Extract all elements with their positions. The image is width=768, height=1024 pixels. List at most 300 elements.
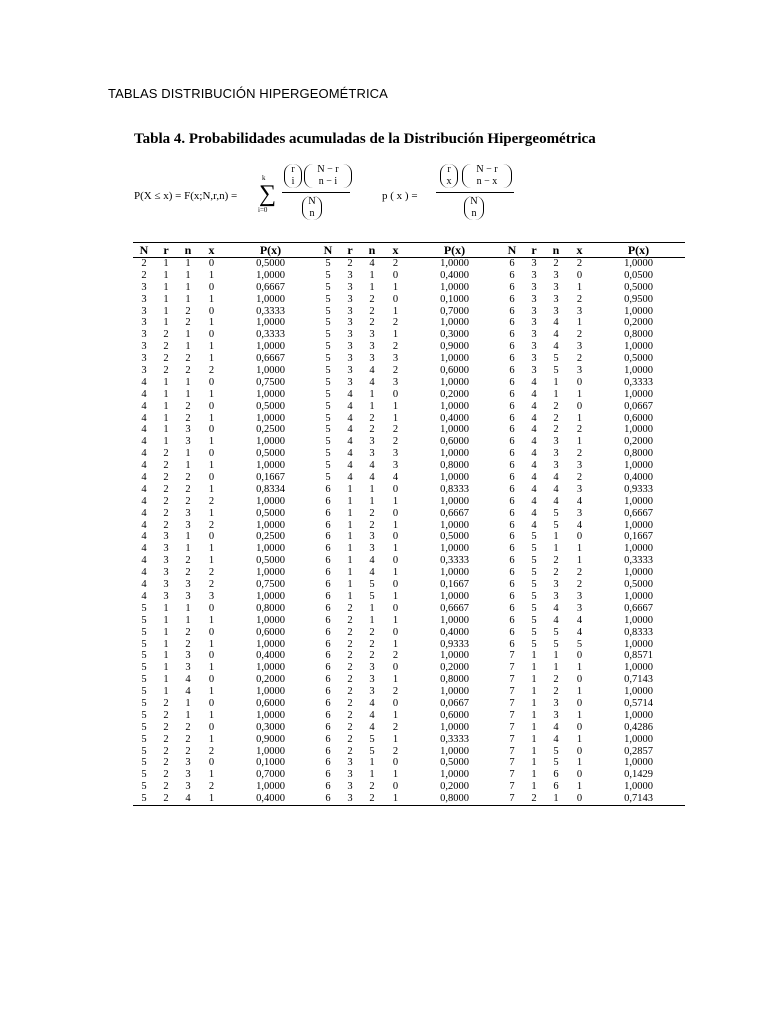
cell-px: 0,3000 — [256, 721, 285, 733]
cell-x: 2 — [392, 650, 399, 662]
cell-px: 0,4000 — [440, 412, 469, 424]
cell-x: 1 — [392, 674, 399, 686]
cell-r: 5 — [531, 602, 537, 614]
cell-x: 2 — [208, 745, 215, 757]
cell-n: 1 — [553, 531, 559, 543]
cell-N: 5 — [141, 697, 147, 709]
cell-n: 1 — [369, 614, 375, 626]
cell-n: 4 — [369, 555, 375, 567]
cell-N: 7 — [509, 769, 515, 781]
cell-n: 4 — [369, 697, 375, 709]
cell-px: 1,0000 — [440, 258, 469, 269]
cell-N: 4 — [141, 555, 147, 567]
cell-n: 4 — [553, 495, 559, 507]
cell-x: 0 — [576, 650, 583, 662]
cell-px: 0,8000 — [440, 674, 469, 686]
cell-px: 0,7143 — [624, 793, 653, 805]
row-group — [317, 555, 501, 567]
cell-px: 1,0000 — [440, 567, 469, 579]
cell-x: 2 — [392, 424, 399, 436]
cell-N: 6 — [325, 757, 331, 769]
cell-n: 3 — [553, 436, 559, 448]
cell-n: 4 — [185, 674, 191, 686]
cell-r: 3 — [163, 543, 169, 555]
row-group — [133, 698, 317, 710]
cell-r: 3 — [347, 769, 353, 781]
row-group — [501, 686, 685, 698]
row-group — [133, 484, 317, 496]
cell-px: 1,0000 — [624, 365, 653, 377]
cell-r: 2 — [163, 733, 169, 745]
header-N: N — [323, 243, 333, 257]
cell-px: 1,0000 — [440, 769, 469, 781]
table-row — [133, 639, 685, 651]
row-group — [133, 294, 317, 306]
row-group — [501, 341, 685, 353]
table-row — [133, 710, 685, 722]
cell-r: 1 — [531, 662, 537, 674]
cell-px: 0,5000 — [256, 258, 285, 269]
cell-N: 6 — [509, 567, 515, 579]
cell-px: 0,5714 — [624, 697, 653, 709]
row-group — [501, 734, 685, 746]
cell-r: 1 — [347, 531, 353, 543]
cell-px: 1,0000 — [624, 258, 653, 269]
row-group — [133, 258, 317, 270]
row-group — [133, 674, 317, 686]
row-group — [317, 639, 501, 651]
row-group — [317, 710, 501, 722]
cell-N: 4 — [141, 590, 147, 602]
cell-px: 0,6667 — [256, 281, 285, 293]
cell-r: 2 — [163, 745, 169, 757]
table-row — [133, 591, 685, 603]
cell-px: 0,1667 — [624, 531, 653, 543]
cell-x: 1 — [208, 460, 215, 472]
cell-N: 7 — [509, 781, 515, 793]
table-row — [133, 496, 685, 508]
cell-r: 2 — [347, 662, 353, 674]
cell-x: 0 — [576, 674, 583, 686]
cell-N: 5 — [325, 388, 331, 400]
cell-r: 1 — [163, 388, 169, 400]
cell-x: 1 — [576, 781, 583, 793]
table-row — [133, 436, 685, 448]
cell-r: 1 — [163, 305, 169, 317]
cell-r: 3 — [531, 317, 537, 329]
cell-px: 0,5000 — [440, 531, 469, 543]
cell-N: 4 — [141, 519, 147, 531]
header-group-1 — [133, 243, 317, 257]
row-group — [317, 306, 501, 318]
cell-r: 5 — [531, 638, 537, 650]
cell-N: 3 — [141, 329, 147, 341]
cell-px: 1,0000 — [256, 293, 285, 305]
cell-n: 1 — [369, 769, 375, 781]
cell-px: 1,0000 — [624, 543, 653, 555]
row-group — [133, 448, 317, 460]
cell-r: 4 — [531, 388, 537, 400]
cell-n: 2 — [369, 638, 375, 650]
row-group — [133, 436, 317, 448]
table-row — [133, 567, 685, 579]
cell-N: 5 — [325, 472, 331, 484]
cell-x: 1 — [576, 412, 583, 424]
cell-px: 1,0000 — [256, 662, 285, 674]
row-group — [317, 757, 501, 769]
table-row — [133, 306, 685, 318]
row-group — [133, 424, 317, 436]
cell-px: 0,9000 — [256, 733, 285, 745]
cell-px: 0,2500 — [256, 531, 285, 543]
row-group — [133, 579, 317, 591]
cell-x: 0 — [576, 400, 583, 412]
cell-r: 3 — [163, 579, 169, 591]
row-group — [501, 662, 685, 674]
table-row — [133, 531, 685, 543]
cell-x: 0 — [208, 448, 215, 460]
cell-px: 0,2000 — [440, 662, 469, 674]
cell-r: 2 — [163, 757, 169, 769]
table-row — [133, 484, 685, 496]
cell-n: 3 — [553, 579, 559, 591]
cell-N: 5 — [141, 721, 147, 733]
cell-N: 3 — [141, 317, 147, 329]
header-r: r — [163, 243, 169, 257]
row-group — [317, 484, 501, 496]
binomial-n — [464, 196, 484, 220]
cell-x: 2 — [576, 258, 583, 269]
table-body — [133, 258, 685, 805]
cell-r: 1 — [347, 590, 353, 602]
cell-r: 2 — [347, 650, 353, 662]
cell-px: 1,0000 — [256, 614, 285, 626]
cell-x: 0 — [208, 258, 215, 269]
cumulative-formula-lhs: P(X ≤ x) = F(x;N,r,n) = — [134, 190, 238, 202]
cell-N: 6 — [325, 555, 331, 567]
row-group — [317, 365, 501, 377]
table-row — [133, 650, 685, 662]
cell-px: 0,8333 — [440, 483, 469, 495]
binom-bottom: n — [471, 208, 477, 219]
cell-x: 1 — [392, 769, 399, 781]
cell-px: 1,0000 — [256, 365, 285, 377]
cell-px: 0,6000 — [440, 365, 469, 377]
cell-x: 0 — [392, 781, 399, 793]
cell-r: 3 — [347, 317, 353, 329]
cell-n: 2 — [369, 793, 375, 805]
cell-n: 2 — [553, 424, 559, 436]
cell-N: 6 — [509, 614, 515, 626]
table-row — [133, 460, 685, 472]
cell-N: 5 — [141, 626, 147, 638]
cell-px: 0,2000 — [624, 436, 653, 448]
cell-r: 4 — [347, 460, 353, 472]
cell-px: 1,0000 — [256, 388, 285, 400]
cell-r: 1 — [531, 733, 537, 745]
cell-r: 2 — [163, 507, 169, 519]
binom-top: N — [308, 196, 316, 207]
row-group — [133, 734, 317, 746]
cell-px: 0,4286 — [624, 721, 653, 733]
cell-N: 5 — [141, 709, 147, 721]
row-group — [501, 496, 685, 508]
row-group — [133, 377, 317, 389]
cell-x: 1 — [576, 757, 583, 769]
cell-n: 3 — [553, 281, 559, 293]
cell-n: 3 — [553, 269, 559, 281]
table-row — [133, 341, 685, 353]
cell-x: 0 — [392, 757, 399, 769]
cell-r: 1 — [163, 317, 169, 329]
cell-n: 2 — [185, 626, 191, 638]
cell-r: 1 — [347, 579, 353, 591]
row-group — [501, 270, 685, 282]
cell-n: 4 — [185, 686, 191, 698]
row-group — [317, 650, 501, 662]
cell-N: 5 — [325, 376, 331, 388]
cell-r: 1 — [347, 543, 353, 555]
binomial-n — [302, 196, 322, 220]
cell-px: 0,5000 — [256, 507, 285, 519]
cell-N: 6 — [509, 495, 515, 507]
cell-x: 0 — [208, 424, 215, 436]
row-group — [133, 531, 317, 543]
cell-n: 1 — [185, 376, 191, 388]
cell-N: 6 — [509, 638, 515, 650]
cell-x: 0 — [392, 269, 399, 281]
cell-x: 1 — [208, 662, 215, 674]
cell-x: 1 — [392, 519, 399, 531]
row-group — [133, 746, 317, 758]
cell-x: 0 — [208, 305, 215, 317]
cell-N: 6 — [509, 365, 515, 377]
cell-px: 1,0000 — [624, 341, 653, 353]
cell-N: 6 — [509, 602, 515, 614]
cell-n: 5 — [553, 507, 559, 519]
cell-n: 4 — [553, 317, 559, 329]
cell-x: 2 — [208, 579, 215, 591]
cell-x: 3 — [392, 460, 399, 472]
cell-x: 1 — [208, 341, 215, 353]
row-group — [317, 460, 501, 472]
cell-px: 0,5000 — [256, 448, 285, 460]
cell-N: 4 — [141, 424, 147, 436]
cell-n: 3 — [369, 531, 375, 543]
cell-x: 1 — [392, 733, 399, 745]
sum-upper-limit: k — [262, 174, 266, 182]
cell-px: 0,0667 — [440, 697, 469, 709]
cell-r: 1 — [531, 781, 537, 793]
cell-x: 1 — [208, 269, 215, 281]
cell-x: 3 — [208, 590, 215, 602]
cell-r: 1 — [347, 519, 353, 531]
row-group — [501, 413, 685, 425]
cell-r: 2 — [347, 614, 353, 626]
cell-x: 1 — [392, 590, 399, 602]
row-group — [317, 424, 501, 436]
cell-px: 1,0000 — [624, 638, 653, 650]
cell-n: 2 — [553, 686, 559, 698]
cell-x: 0 — [208, 472, 215, 484]
cell-r: 4 — [347, 400, 353, 412]
cell-n: 2 — [369, 507, 375, 519]
cell-r: 2 — [163, 769, 169, 781]
cell-r: 1 — [163, 412, 169, 424]
cell-px: 0,8000 — [440, 793, 469, 805]
header-px: P(x) — [443, 243, 466, 257]
cell-px: 1,0000 — [624, 495, 653, 507]
cell-n: 2 — [553, 258, 559, 269]
cell-r: 3 — [347, 793, 353, 805]
row-group — [317, 329, 501, 341]
cell-n: 2 — [185, 638, 191, 650]
cell-r: 2 — [163, 495, 169, 507]
cell-n: 4 — [553, 721, 559, 733]
row-group — [133, 270, 317, 282]
row-group — [317, 401, 501, 413]
cell-r: 4 — [531, 472, 537, 484]
row-group — [133, 710, 317, 722]
cell-N: 6 — [325, 614, 331, 626]
cell-N: 6 — [509, 519, 515, 531]
cell-n: 5 — [369, 733, 375, 745]
table-row — [133, 698, 685, 710]
row-group — [501, 698, 685, 710]
cell-N: 6 — [325, 602, 331, 614]
cell-N: 5 — [141, 745, 147, 757]
cell-x: 0 — [392, 293, 399, 305]
row-group — [317, 674, 501, 686]
cell-x: 1 — [208, 388, 215, 400]
row-group — [317, 508, 501, 520]
sum-symbol: ∑ — [259, 181, 277, 207]
header-r: r — [347, 243, 353, 257]
cell-px: 0,5000 — [624, 579, 653, 591]
cell-N: 2 — [141, 269, 147, 281]
cell-r: 4 — [531, 448, 537, 460]
cell-r: 4 — [531, 495, 537, 507]
cell-n: 2 — [185, 400, 191, 412]
row-group — [317, 377, 501, 389]
cell-N: 4 — [141, 388, 147, 400]
cell-r: 4 — [347, 388, 353, 400]
cell-n: 2 — [553, 567, 559, 579]
cell-N: 7 — [509, 745, 515, 757]
cell-r: 2 — [163, 793, 169, 805]
cell-n: 2 — [185, 495, 191, 507]
row-group — [317, 496, 501, 508]
cell-px: 0,6667 — [624, 507, 653, 519]
cell-N: 6 — [325, 483, 331, 495]
cell-px: 0,5000 — [624, 353, 653, 365]
binom-top: N − r — [317, 164, 339, 175]
cell-r: 2 — [347, 602, 353, 614]
table-row — [133, 317, 685, 329]
cell-x: 2 — [392, 317, 399, 329]
cell-px: 0,0500 — [624, 269, 653, 281]
cell-N: 5 — [141, 662, 147, 674]
cell-r: 2 — [531, 793, 537, 805]
cell-N: 5 — [141, 757, 147, 769]
cell-N: 6 — [325, 721, 331, 733]
cell-N: 6 — [509, 341, 515, 353]
cell-x: 1 — [392, 793, 399, 805]
cell-px: 0,1000 — [440, 293, 469, 305]
cell-n: 1 — [185, 709, 191, 721]
cell-px: 1,0000 — [256, 341, 285, 353]
cell-r: 3 — [347, 329, 353, 341]
row-group — [501, 627, 685, 639]
cell-N: 4 — [141, 483, 147, 495]
cell-n: 3 — [185, 650, 191, 662]
cell-n: 3 — [553, 293, 559, 305]
cell-x: 2 — [208, 519, 215, 531]
table-row — [133, 258, 685, 270]
row-group — [133, 722, 317, 734]
cell-px: 0,4000 — [256, 793, 285, 805]
cell-x: 4 — [576, 614, 583, 626]
cell-r: 2 — [347, 733, 353, 745]
cell-r: 1 — [531, 721, 537, 733]
cell-x: 1 — [576, 317, 583, 329]
cell-px: 1,0000 — [256, 317, 285, 329]
row-group — [501, 567, 685, 579]
cell-r: 2 — [163, 483, 169, 495]
cell-N: 5 — [325, 353, 331, 365]
cell-x: 1 — [576, 555, 583, 567]
cell-x: 0 — [392, 555, 399, 567]
cell-px: 0,4000 — [256, 650, 285, 662]
row-group — [133, 650, 317, 662]
cell-x: 2 — [576, 329, 583, 341]
cell-N: 6 — [325, 674, 331, 686]
row-group — [501, 520, 685, 532]
cell-N: 6 — [325, 662, 331, 674]
cell-r: 1 — [531, 686, 537, 698]
cell-px: 1,0000 — [256, 638, 285, 650]
cell-n: 5 — [369, 579, 375, 591]
cell-px: 0,5000 — [256, 555, 285, 567]
row-group — [317, 615, 501, 627]
binom-top: N − r — [476, 164, 498, 175]
cell-x: 0 — [392, 579, 399, 591]
cell-px: 0,4000 — [440, 269, 469, 281]
cell-N: 6 — [509, 305, 515, 317]
cell-n: 4 — [553, 483, 559, 495]
header-n: n — [184, 243, 192, 257]
cell-n: 3 — [185, 769, 191, 781]
table-row — [133, 543, 685, 555]
row-group — [317, 662, 501, 674]
cell-n: 3 — [185, 519, 191, 531]
cell-px: 1,0000 — [624, 757, 653, 769]
cell-N: 6 — [325, 769, 331, 781]
cell-px: 0,8000 — [256, 602, 285, 614]
cell-N: 5 — [325, 400, 331, 412]
cell-x: 4 — [576, 519, 583, 531]
row-group — [501, 674, 685, 686]
cell-px: 0,2000 — [440, 781, 469, 793]
cell-r: 3 — [531, 353, 537, 365]
cell-x: 3 — [392, 353, 399, 365]
row-group — [501, 436, 685, 448]
cell-n: 5 — [553, 745, 559, 757]
cell-r: 3 — [347, 365, 353, 377]
cell-n: 2 — [553, 674, 559, 686]
cell-n: 1 — [185, 388, 191, 400]
cell-N: 7 — [509, 662, 515, 674]
